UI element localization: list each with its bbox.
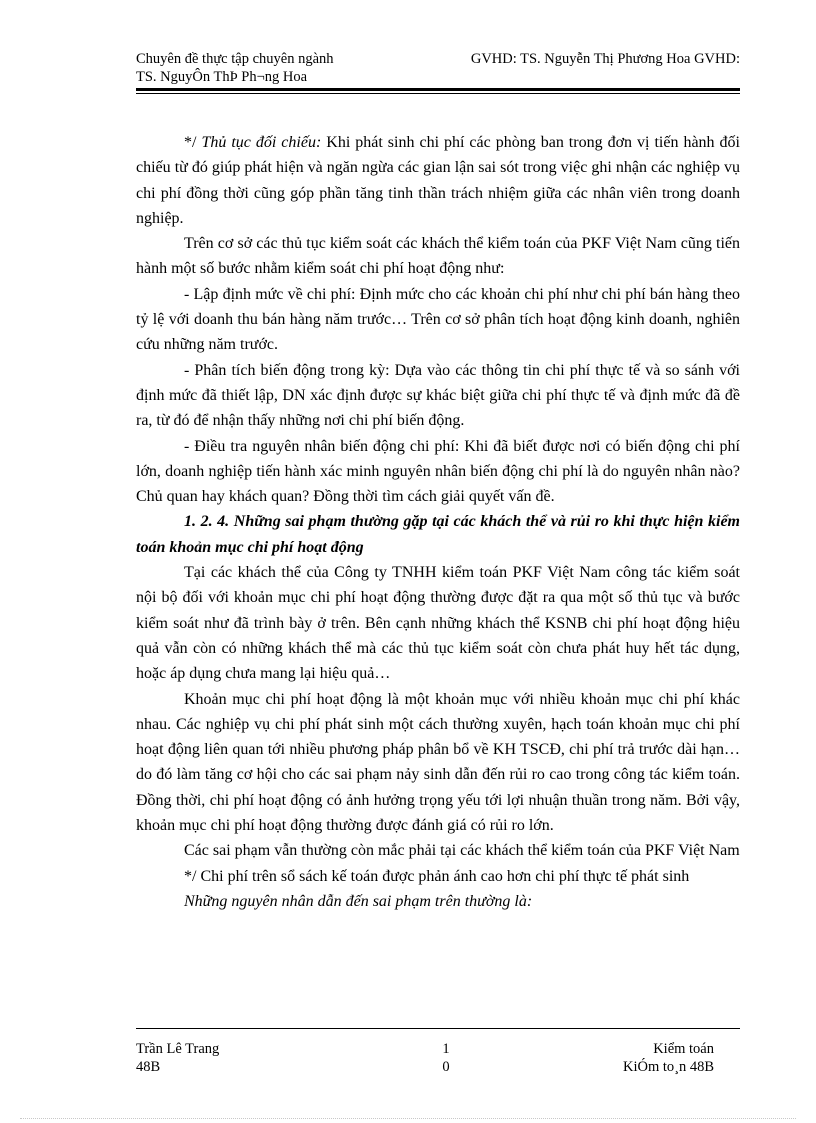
page-body [136,130,740,914]
section-heading: 1. 2. 4. Những sai phạm thường gặp tại các khách thể và rủi ro khi thực hiện kiểm toán khoản mục chi phí hoạt động [136,513,740,556]
paragraph-italic: Những nguyên nhân dẫn đến sai phạm trên thường là: [184,892,533,910]
paragraph: Trên cơ sở các thủ tục kiểm soát các khách thể kiểm toán của PKF Việt Nam cũng tiến hành một số bước nhằm kiểm soát chi phí hoạt động như: [136,235,740,278]
paragraph: Tại các khách thể của Công ty TNHH kiểm toán PKF Việt Nam công tác kiểm soát nội bộ đối với khoản mục chi phí hoạt động thường được đặt ra qua một số thủ tục và bước kiểm soát như đã trình bày ở trên. Bên cạnh những khách thể KSNB chi phí hoạt động hiệu quả vẫn còn có những khách thể mà các thủ tục kiểm soát còn chưa phát huy hết tác dụng, hoặc áp dụng chưa mang lại hiệu quả… [136,564,740,683]
page-number-digit-1: 1 [442,1041,450,1057]
header-supervisor-garbled: TS. NguyÔn ThÞ Ph¬ng Hoa [136,69,308,85]
paragraph: - Phân tích biến động trong kỳ: Dựa vào các thông tin chi phí thực tế và so sánh với định mức đã thiết lập, DN xác định được sự khác biệt giữa chi phí thực tế và định mức đã đề ra, từ đó để nhận thấy những nơi chi phí biến động. [136,361,740,430]
header-row [136,50,740,68]
paragraph: - Điều tra nguyên nhân biến động chi phí: Khi đã biết được nơi có biến động chi phí lớn, doanh nghiệp tiến hành xác minh nguyên nhân biến động chi phí là do nguyên nhân nào? Chủ quan hay khách quan? Đồng thời tìm cách giải quyết vấn đề. [136,437,740,506]
paragraph-term: Thủ tục đối chiếu: [201,134,322,151]
footer-author-class: 48B [136,1059,161,1075]
paragraph: - Lập định mức về chi phí: Định mức cho các khoản chi phí như chi phí bán hàng theo tỷ lệ với doanh thu bán hàng năm trước… Trên cơ sở phân tích hoạt động kinh doanh, nghiên cứu những năm trước. [136,285,740,354]
header-divider-thin [136,93,740,94]
footer-department-name: Kiểm toán [653,1041,714,1057]
header-divider-thick [136,88,740,91]
paragraph-lead: */ [184,134,202,151]
paragraph [136,130,740,231]
header-supervisor: GVHD: TS. Nguyễn Thị Phương Hoa GVHD: [470,51,740,67]
page-number [436,1040,456,1076]
footer-department [554,1040,714,1076]
footer-department-garbled: KiÓm to¸n 48B [622,1059,714,1075]
paragraph: Khoản mục chi phí hoạt động là một khoản mục với nhiều khoản mục chi phí khác nhau. Các nghiệp vụ chi phí phát sinh một cách thường xuyên, hạch toán khoản mục chi phí hoạt động liên quan tới nhiều phương pháp phân bổ về KH TSCĐ, chi phí trả trước dài hạn… do đó làm tăng cơ hội cho các sai phạm nảy sinh dẫn đến rủi ro cao trong công tác kiểm toán. Đồng thời, chi phí hoạt động có ảnh hưởng trọng yếu tới lợi nhuận thuần trong năm. Bởi vậy, khoản mục chi phí hoạt động thường được đánh giá có rủi ro lớn. [136,690,740,835]
footer-author-name: Trần Lê Trang [136,1041,220,1057]
page-bottom-border [20,1118,796,1119]
header-course-title: Chuyên đề thực tập chuyên ngành [136,51,334,67]
paragraph: Các sai phạm vẫn thường còn mắc phải tại các khách thể kiểm toán của PKF Việt Nam [184,842,740,860]
paragraph: */ Chi phí trên sổ sách kế toán được phản ánh cao hơn chi phí thực tế phát sinh [184,867,690,885]
footer-author [136,1040,296,1076]
footer-divider [136,1028,740,1029]
paragraph-text: Khi phát sinh chi phí các phòng ban trong đơn vị tiến hành đối chiếu từ đó giúp phát hiện và ngăn ngừa các gian lận sai sót trong việc ghi nhận các nghiệp vụ chi phí đồng thời cũng góp phần tăng tinh thần trách nhiệm giữa các nhân viên trong doanh nghiệp. [136,134,740,227]
page-header [136,50,740,86]
page-number-digit-2: 0 [442,1059,450,1075]
